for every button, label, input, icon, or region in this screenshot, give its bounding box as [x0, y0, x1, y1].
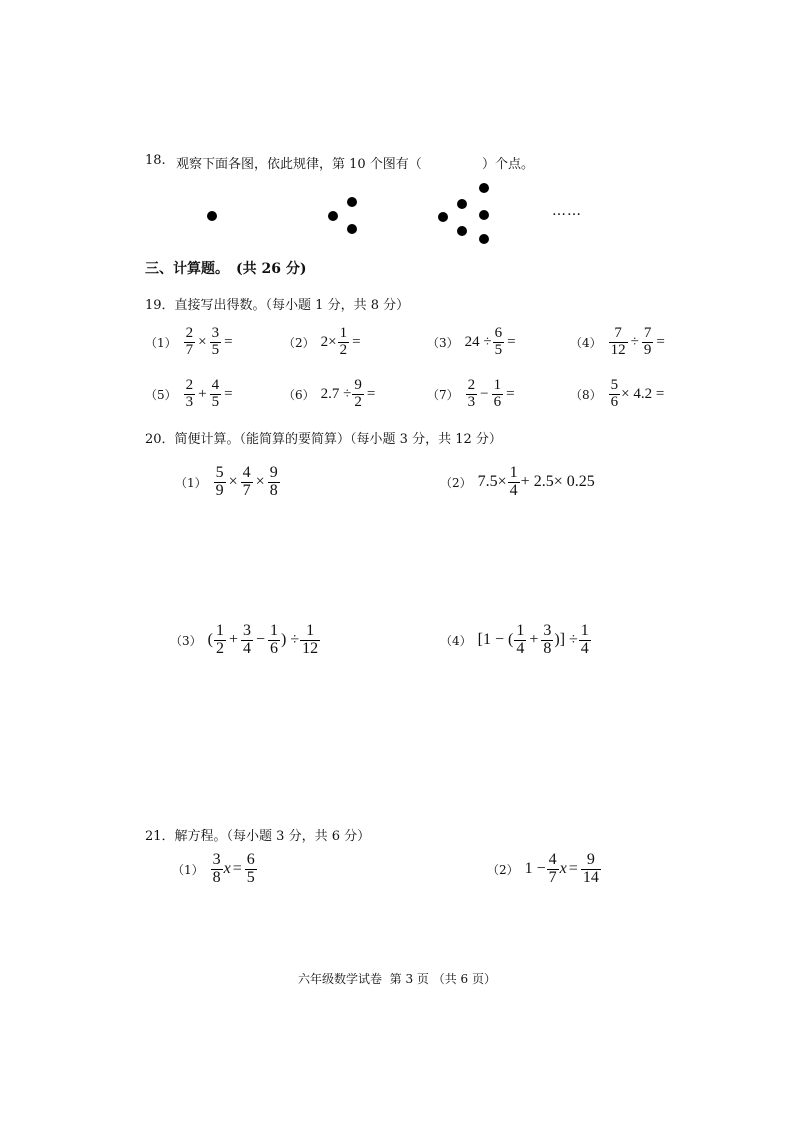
fraction: $\frac{1}{4}$	[509, 464, 518, 499]
page-footer: 六年级数学试卷 第 3 页 （共 6 页）	[298, 972, 496, 986]
dot	[457, 199, 467, 209]
item-label: （1）	[145, 335, 177, 350]
dot	[347, 224, 357, 234]
fraction: $\frac{2}{3}$	[185, 377, 194, 410]
fraction: $\frac{1}{4}$	[516, 622, 525, 657]
q20-item-4: （4） [1 − ( $\frac{1}{4}$ + $\frac{3}{8}$ )] ÷ $\frac{1}{4}$	[440, 622, 589, 657]
fraction: $\frac{3}{8}$	[543, 622, 552, 657]
fraction: $\frac{1}{6}$	[270, 622, 279, 657]
section-title: 三、计算题。	[145, 261, 229, 277]
q19-item-5: （5） $\frac{2}{3}$ + $\frac{4}{5}$ =	[145, 377, 233, 410]
q20-item-2: （2） 7.5× $\frac{1}{4}$ + 2.5× 0.25	[440, 464, 595, 499]
fraction: $\frac{1}{6}$	[493, 377, 502, 410]
q18-text: 观察下面各图，依此规律，第 10 个图有（	[176, 157, 422, 172]
dot	[328, 211, 338, 221]
fraction: $\frac{1}{4}$	[580, 622, 589, 657]
fraction: $\frac{9}{14}$	[582, 851, 599, 886]
q19-item-8: （8） $\frac{5}{6}$ × 4.2 =	[570, 377, 665, 410]
dot	[479, 234, 489, 244]
ellipsis: ……	[552, 203, 582, 219]
fraction: $\frac{3}{4}$	[243, 622, 251, 657]
fraction: $\frac{4}{5}$	[211, 377, 220, 410]
q18-text-after: ）个点。	[482, 157, 535, 172]
q19-title: 19．直接写出得数。（每小题 1 分，共 8 分）	[145, 298, 410, 313]
fraction: $\frac{3}{8}$	[212, 851, 221, 886]
q19-item-1: （1） $\frac{2}{7}$ × $\frac{3}{5}$ =	[145, 325, 233, 358]
fraction: $\frac{7}{9}$	[643, 325, 652, 358]
fraction: $\frac{5}{6}$	[610, 377, 619, 410]
q21-title: 21．解方程。（每小题 3 分，共 6 分）	[145, 829, 371, 844]
fraction: $\frac{6}{5}$	[494, 325, 503, 358]
fraction: $\frac{4}{7}$	[242, 464, 251, 499]
q20-item-3: （3） ( $\frac{1}{2}$ + $\frac{3}{4}$ − $\frac{1}{6}$ ) ÷ $\frac{1}{12}$	[170, 622, 319, 657]
dot	[479, 183, 489, 193]
fraction: $\frac{4}{7}$	[548, 851, 557, 886]
dot	[438, 212, 448, 222]
q20-item-1: （1） $\frac{5}{9}$ × $\frac{4}{7}$ × $\frac{9}{8}$	[175, 464, 278, 499]
dot	[207, 211, 217, 221]
fraction: $\frac{1}{2}$	[215, 622, 224, 657]
q19-item-2: （2） 2× $\frac{1}{2}$ =	[283, 325, 361, 358]
fraction: $\frac{3}{5}$	[211, 325, 220, 358]
q18-number: 18.	[145, 153, 166, 168]
fraction: $\frac{2}{3}$	[467, 377, 476, 410]
fraction: $\frac{9}{2}$	[354, 377, 362, 410]
fraction: $\frac{1}{2}$	[339, 325, 348, 358]
dot	[347, 197, 357, 207]
fraction: $\frac{5}{9}$	[215, 464, 224, 499]
fraction: $\frac{6}{5}$	[246, 851, 255, 886]
fraction: $\frac{7}{12}$	[610, 325, 626, 358]
dot	[479, 210, 489, 220]
q20-title: 20．简便计算。（能简算的要简算）（每小题 3 分，共 12 分）	[145, 432, 502, 447]
q21-item-2: （2） 1 − $\frac{4}{7}$ x = $\frac{9}{14}$	[487, 851, 599, 886]
dot	[457, 226, 467, 236]
fraction: $\frac{2}{7}$	[185, 325, 194, 358]
q19-item-4: （4） $\frac{7}{12}$ ÷ $\frac{7}{9}$ =	[570, 325, 665, 358]
section-score: (共 26 分)	[236, 261, 307, 277]
q19-item-7: （7） $\frac{2}{3}$ − $\frac{1}{6}$ =	[427, 377, 515, 410]
q21-item-1: （1） $\frac{3}{8}$ x = $\frac{6}{5}$	[172, 851, 255, 886]
fraction: $\frac{1}{12}$	[302, 622, 319, 657]
q19-item-6: （6） 2.7 ÷ $\frac{9}{2}$ =	[283, 377, 376, 410]
q19-item-3: （3） 24 ÷ $\frac{6}{5}$ =	[427, 325, 516, 358]
fraction: $\frac{9}{8}$	[269, 464, 278, 499]
